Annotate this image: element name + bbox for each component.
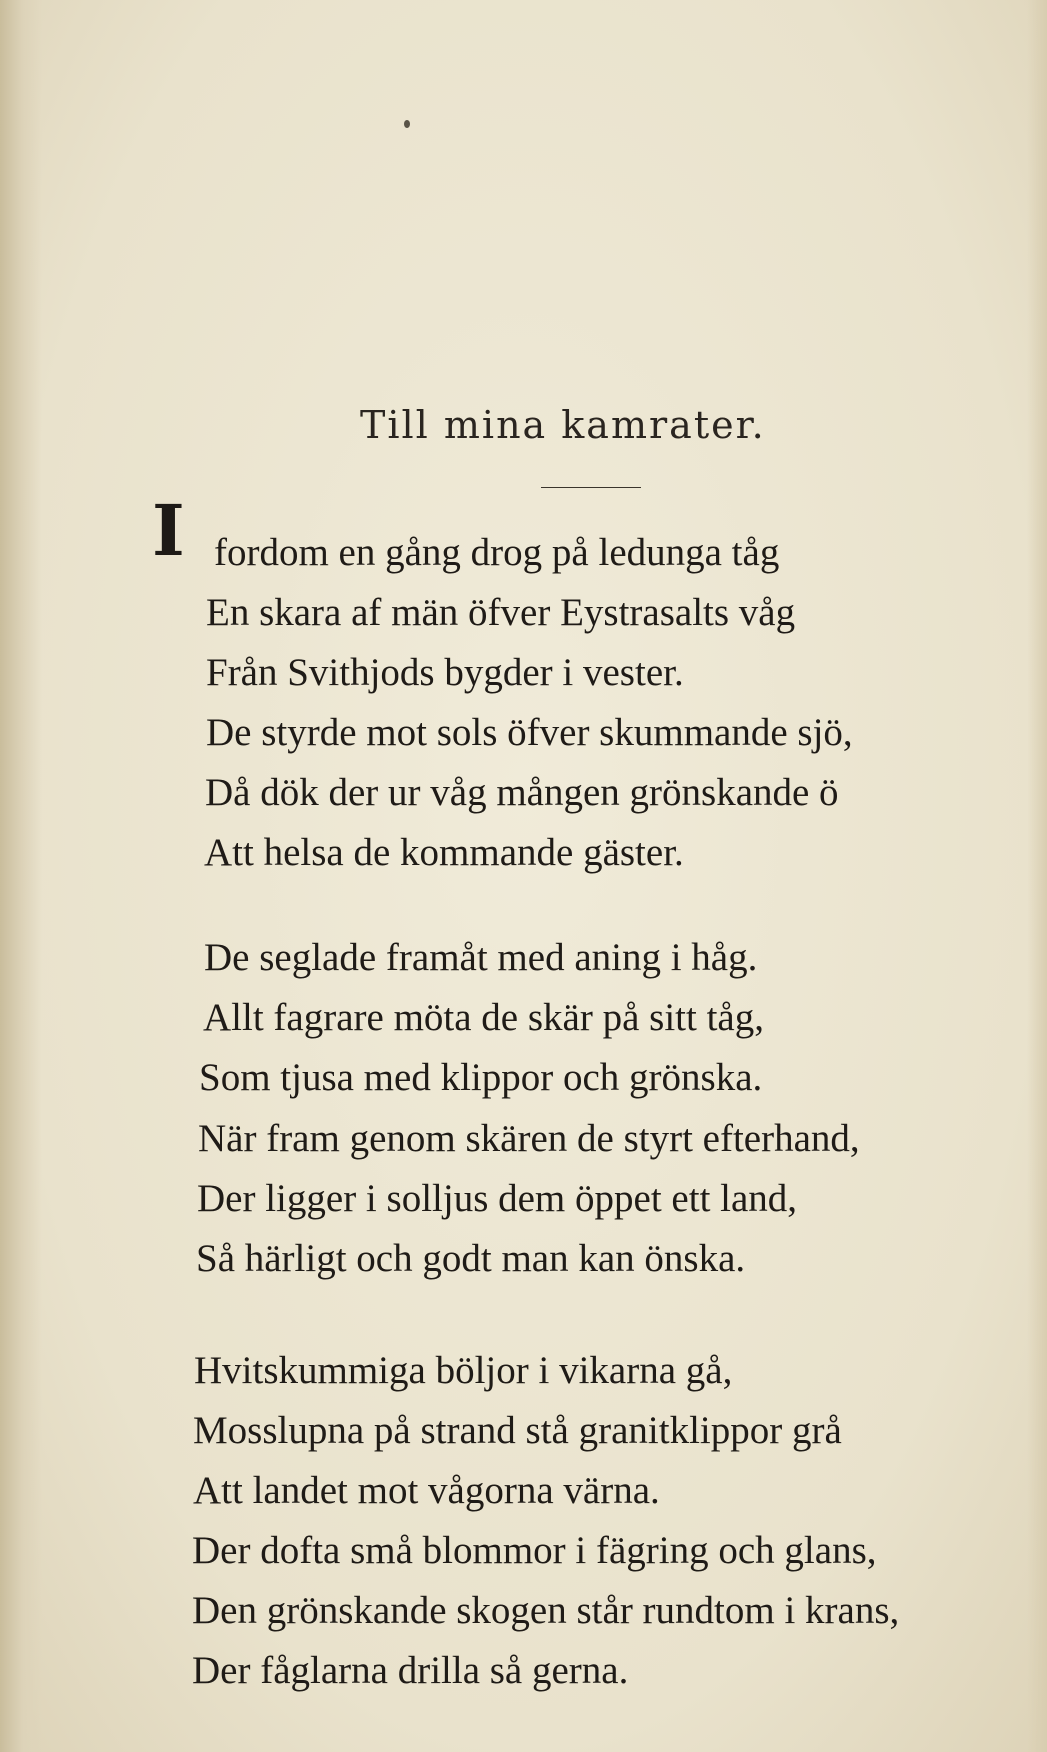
ink-speck: [404, 120, 410, 128]
drop-cap: I: [152, 489, 185, 572]
poem-line: De styrde mot sols öfver skummande sjö,: [206, 711, 853, 754]
poem-line: Hvitskummiga böljor i vikarna gå,: [194, 1349, 733, 1392]
poem-line: Då dök der ur våg mången grönskande ö: [205, 771, 839, 814]
poem-line: Der dofta små blommor i fägring och glans,: [192, 1529, 877, 1572]
poem-line: De seglade framåt med aning i håg.: [204, 936, 758, 979]
page-edge: [1027, 0, 1047, 1752]
poem-line: fordom en gång drog på ledunga tåg: [214, 531, 780, 574]
poem-line: Att landet mot vågorna värna.: [193, 1469, 660, 1512]
poem-line: Den grönskande skogen står rundtom i krans,: [192, 1589, 900, 1632]
poem-line: Der fåglarna drilla så gerna.: [192, 1649, 629, 1692]
poem-line: Allt fagrare möta de skär på sitt tåg,: [203, 996, 764, 1039]
poem-line: Så härligt och godt man kan önska.: [196, 1237, 746, 1280]
poem-line: En skara af män öfver Eystrasalts våg: [206, 591, 796, 634]
poem-title: Till mina kamrater.: [360, 403, 766, 447]
poem-line: Mosslupna på strand stå granitklippor grå: [193, 1409, 842, 1452]
poem-line: Att helsa de kommande gäster.: [204, 831, 684, 874]
poem-line: Der ligger i solljus dem öppet ett land,: [197, 1177, 798, 1220]
poem-line: Från Svithjods bygder i vester.: [206, 651, 684, 694]
title-rule: [541, 487, 641, 488]
poem-line: När fram genom skären de styrt efterhand,: [198, 1117, 860, 1160]
poem-line: Som tjusa med klippor och grönska.: [199, 1056, 763, 1099]
spine-shadow: [0, 0, 42, 1752]
